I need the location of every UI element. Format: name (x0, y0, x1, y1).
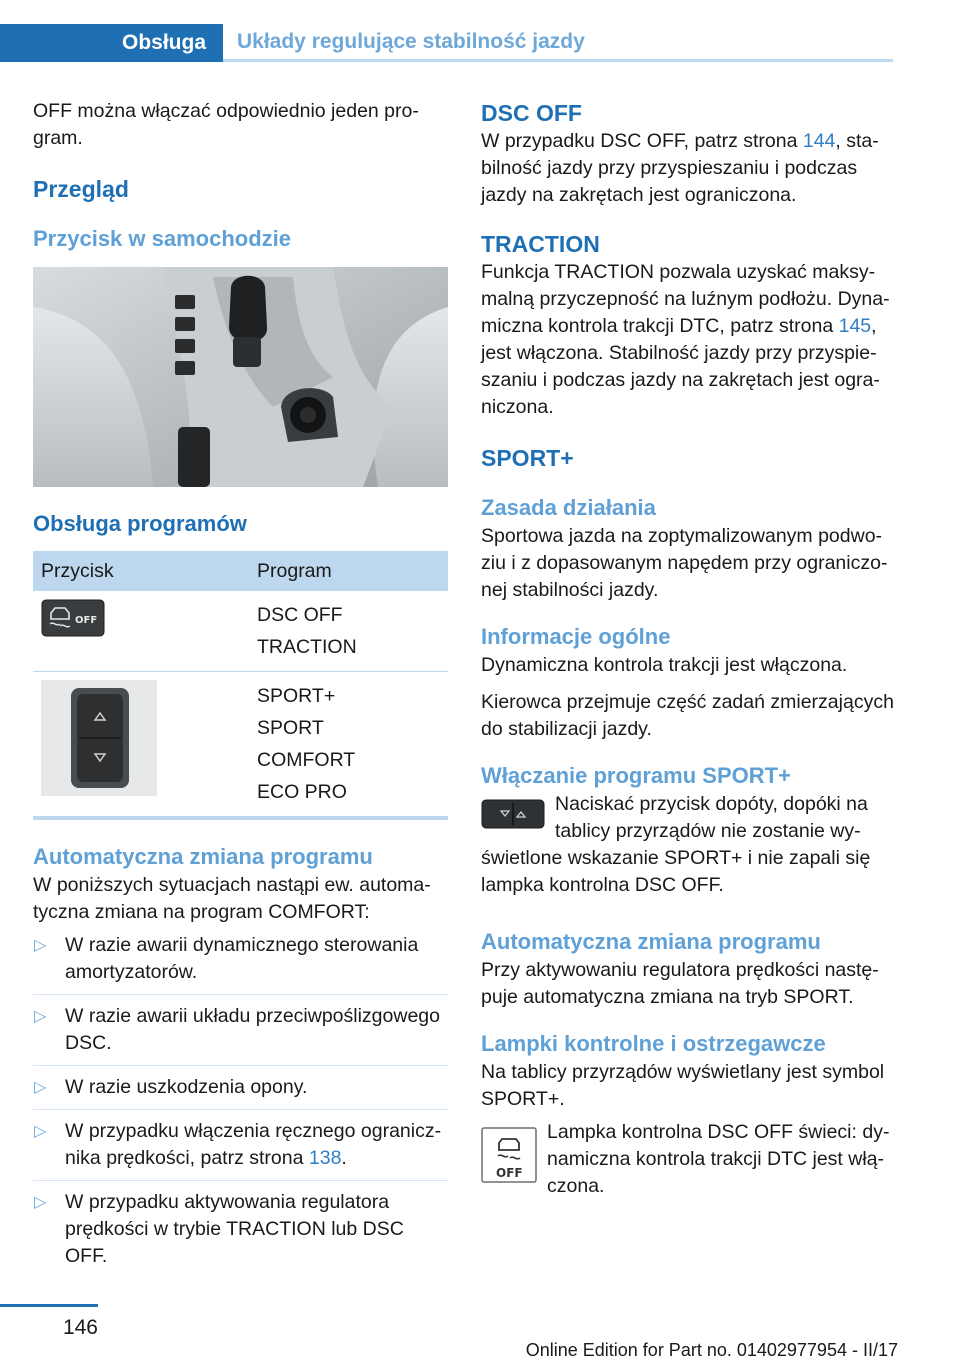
svg-text:OFF: OFF (496, 1166, 523, 1180)
auto-change-right-text: Przy aktywowaniu regulatora prędkości następuje automatyczna zmiana na tryb SPORT. (481, 959, 879, 1008)
program-sport: SPORT (257, 717, 324, 739)
chapter-title: Układy regulujące stabilność jazdy (223, 24, 893, 62)
left-column (33, 98, 448, 1286)
program-traction: TRACTION (257, 636, 357, 658)
auto-change-list (33, 932, 448, 1278)
triangle-bullet-icon: ▷ (34, 1008, 47, 1025)
table-row (33, 672, 448, 819)
footer-rule (0, 1304, 98, 1307)
page-header (0, 24, 893, 62)
page-link-145[interactable]: 145 (838, 315, 872, 337)
center-console-photo (33, 267, 448, 487)
triangle-bullet-icon: ▷ (34, 1194, 47, 1211)
table-header-program: Program (249, 551, 448, 591)
lamps-text: Na tablicy przyrządów wyświetlany jest symbol SPORT+. (481, 1061, 885, 1110)
principle-text: Sportowa jazda na zoptymalizowanym podwoziu i z dopasowanym napędem przy ograniczonej stabilności jazdy. (481, 525, 888, 601)
dsc-off-button-icon (41, 599, 105, 637)
lamp-dsc-off-text: Lampka kontrolna DSC OFF świeci: dynamiczna kontrola trakcji DTC jest włączona. (547, 1121, 890, 1197)
program-sport-plus: SPORT+ (257, 685, 336, 707)
heading-sport-plus: SPORT+ (481, 445, 574, 471)
triangle-bullet-icon: ▷ (34, 937, 47, 954)
list-item: ▷ W przypadku aktywowania regulatora prędkości w trybie TRACTION lub DSC OFF. (34, 1191, 404, 1267)
page-link-138[interactable]: 138 (308, 1147, 342, 1169)
list-item: ▷ W razie awarii dynamicznego sterowania amortyzatorów. (33, 932, 448, 995)
heading-auto-change-right: Automatyczna zmiana programu (481, 929, 821, 954)
list-item: ▷ W razie awarii układu przeciwpoślizgowego DSC. (33, 1003, 448, 1066)
heading-enable-sport-plus: Włączanie programu SPORT+ (481, 763, 791, 788)
right-column (481, 98, 896, 1200)
auto-change-text: W poniższych sytuacjach nastąpi ew. automatyczna zmiana na program COMFORT: (33, 874, 431, 923)
driving-dynamics-switch-icon (41, 680, 157, 796)
traction-text: Funkcja TRACTION pozwala uzyskać maksymalną przyczepność na luźnym podłożu. Dynamiczna kontrola trakcji DTC, patrz strona 145, jest włączona. Stabilność jazdy przy przyspieszaniu i podczas jazdy na zakrętach jest ograniczona. (481, 261, 890, 418)
table-header-button: Przycisk (33, 551, 249, 591)
list-item: ▷ W przypadku włączenia ręcznego ogranicznika prędkości, patrz strona 138. (33, 1118, 448, 1181)
heading-traction: TRACTION (481, 231, 600, 257)
program-dsc-off: DSC OFF (257, 604, 343, 626)
lamp-dsc-off-row (481, 1123, 896, 1200)
heading-dsc-off: DSC OFF (481, 100, 582, 126)
page-number: 146 (62, 1316, 98, 1339)
enable-text: Naciskać przycisk dopóty, dopóki na tablicy przyrządów nie zostanie wyświetlone wskazanie SPORT+ i nie zapali się lampka kontrolna DSC OFF. (481, 793, 871, 896)
intro-text: OFF można włączać odpowiednio jeden program. (33, 100, 419, 149)
program-table (33, 551, 448, 820)
list-item: ▷ W razie uszkodzenia opony. (33, 1074, 448, 1110)
page-link-144[interactable]: 144 (802, 130, 836, 152)
triangle-bullet-icon: ▷ (34, 1079, 47, 1096)
edition-info: Online Edition for Part no. 01402977954 - II/17 (525, 1340, 898, 1360)
svg-text:OFF: OFF (75, 615, 98, 626)
program-eco-pro: ECO PRO (257, 781, 347, 803)
heading-lamps: Lampki kontrolne i ostrzegawcze (481, 1031, 826, 1056)
heading-button-in-car: Przycisk w samochodzie (33, 226, 291, 251)
program-comfort: COMFORT (257, 749, 356, 771)
dsc-off-warning-lamp-icon (481, 1127, 537, 1183)
table-row (33, 591, 448, 672)
general-text-2: Kierowca przejmuje część zadań zmierzających do stabilizacji jazdy. (481, 691, 894, 740)
heading-auto-change: Automatyczna zmiana programu (33, 844, 373, 869)
general-text-1: Dynamiczna kontrola trakcji jest włączona. (481, 654, 848, 676)
heading-general-info: Informacje ogólne (481, 624, 671, 649)
heading-principle: Zasada działania (481, 495, 656, 520)
section-tab: Obsługa (0, 24, 223, 62)
heading-overview: Przegląd (33, 176, 129, 202)
driving-dynamics-button-icon (481, 799, 545, 829)
dsc-off-text: W przypadku DSC OFF, patrz strona 144, stabilność jazdy przy przyspieszaniu i podczas jazdy na zakrętach jest ograniczona. (481, 130, 879, 206)
triangle-bullet-icon: ▷ (34, 1123, 47, 1140)
heading-program-operation: Obsługa programów (33, 511, 247, 536)
